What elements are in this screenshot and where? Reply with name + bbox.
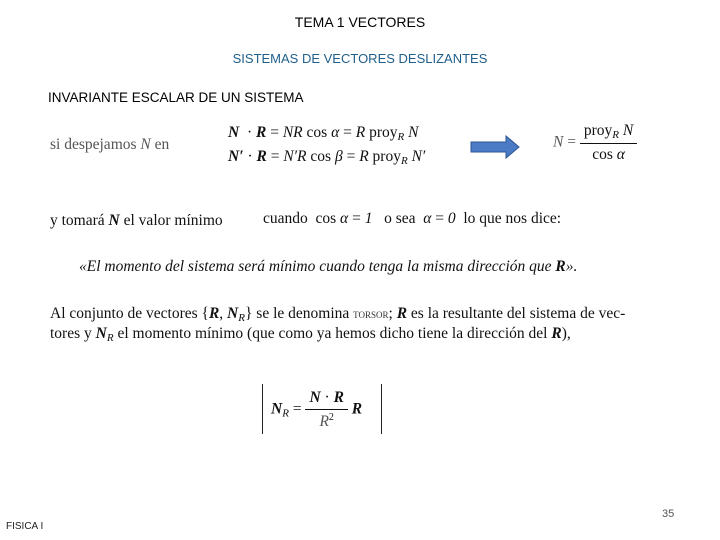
despejamos-text: si despejamos N en xyxy=(50,136,170,153)
page-number: 35 xyxy=(662,508,675,520)
slide-subtitle: SISTEMAS DE VECTORES DESLIZANTES xyxy=(232,51,488,66)
right-arrow-icon xyxy=(470,135,520,159)
paragraph-line-2: tores y $N_R$ el momento mínimo (que como ya hemos dicho tiene la dirección del R), xyxy=(50,325,571,344)
paragraph-line-1: Al conjunto de vectores {R, $N_R$} se le denomina torsor; R es la resultante del sistema de vec- xyxy=(50,305,626,324)
equation-2: N′ · R = N′R cos β = R proy$_R$ N′ xyxy=(228,148,426,167)
section-heading: INVARIANTE ESCALAR DE UN SISTEMA xyxy=(48,90,304,105)
result-equation: N = $\frac{proy_R N}{\text{cos α}}$ xyxy=(553,122,637,164)
tomara-text: y tomará N el valor mínimo xyxy=(50,212,223,229)
slide-title: TEMA 1 VECTORES xyxy=(294,14,426,30)
equation-1: N · R = NR cos α = R proy$_R$ N xyxy=(228,124,419,143)
footer-course-label: FISICA I xyxy=(6,521,44,532)
quote-text: «El momento del sistema será mínimo cuando tenga la misma dirección que R». xyxy=(79,258,578,275)
cuando-text: cuando cos α = 1 o sea α = 0 lo que nos dice: xyxy=(263,210,562,227)
boxed-formula: $N_R$ = $\frac{N \cdot R}{R^2}$ R xyxy=(271,389,363,430)
